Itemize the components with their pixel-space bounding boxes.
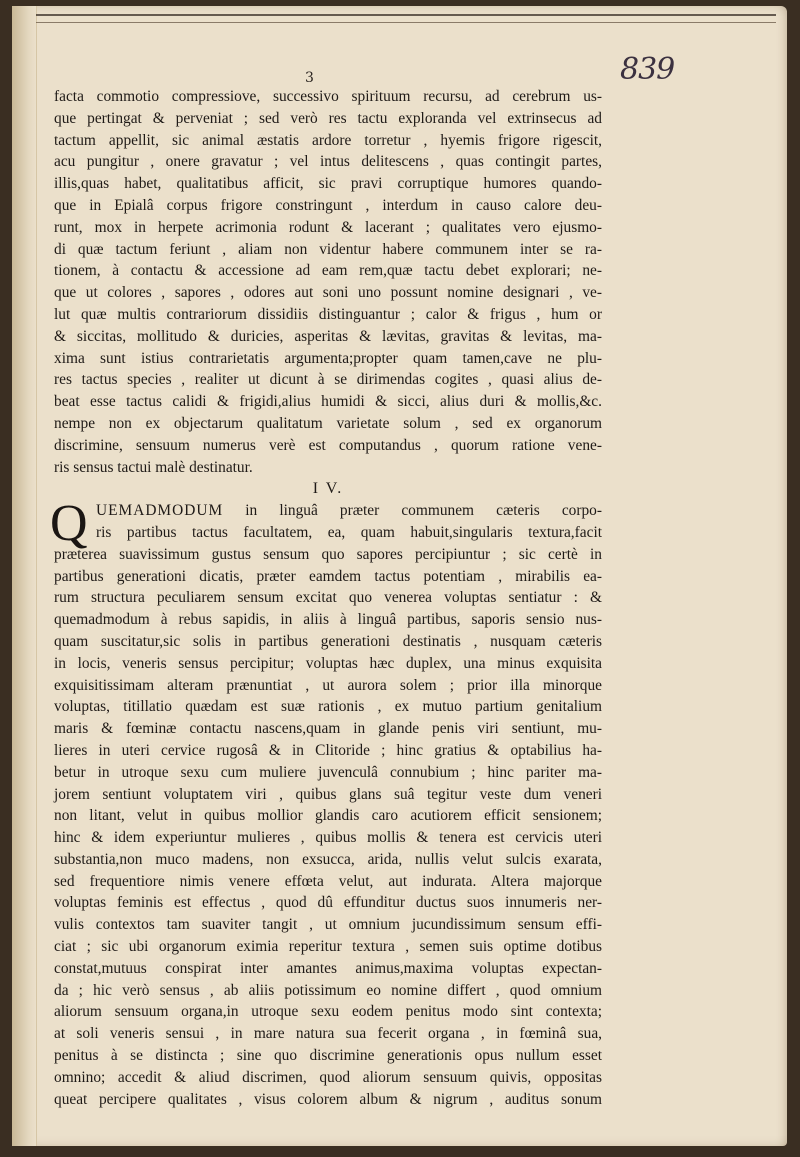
text-line: in locis, veneris sensus percipitur; voluptas hæc duplex, una minus exquisita — [54, 654, 602, 672]
text-line: quemadmodum à rebus sapidis, in aliis à linguâ partibus, saporis sensio nus- — [54, 611, 602, 629]
paragraph-2-body — [54, 522, 602, 1111]
paragraph-1 — [54, 86, 602, 478]
text-line: & siccitas, mollitudo & duricies, asperitas & lævitas, gravitas & levitas, ma- — [54, 327, 602, 345]
text-line: penitus à se distincta ; sine quo discrimine generationis opus nullum esset — [54, 1047, 602, 1065]
text-line: hinc & idem experiuntur mulieres , quibus mollis & tenera est cervicis uteri — [54, 829, 602, 847]
text-line: quam suscitatur,sic solis in partibus generationi destinatis , nusquam cæteris — [54, 632, 602, 650]
text-line: at soli veneris sensui , in mare natura sua fecerit organa , in fœminâ sua, — [54, 1025, 602, 1043]
text-line: da ; hic verò sensus , ab aliis potissimum eo nomine differt , quod omnium — [54, 981, 602, 999]
text-line: illis,quas habet, qualitatibus afficit, sic pravi corruptique humores quando- — [54, 175, 602, 193]
page-number: 3 — [305, 70, 314, 86]
text-line: betur in utroque sexu cum muliere juvenculâ connubium ; hinc pariter ma- — [54, 763, 602, 781]
text-line: constat,mutuus conspirat inter amantes animus,maxima voluptas expectan- — [54, 959, 602, 977]
text-line: que pertingat & perveniat ; sed verò res tactu exploranda vel extrinsecus ad — [54, 109, 602, 127]
text-line: ciat ; sic ubi organorum eximia reperitur textura , semen suis optime dotibus — [54, 938, 602, 956]
text-line: res tactus species , realiter ut dicunt à se dirimendas cogites , quasi alius de- — [54, 371, 602, 389]
text-line: beat esse tactus calidi & frigidi,alius humidi & sicci, alius duri & mollis,&c. — [54, 393, 602, 411]
text-line: discrimine, sensuum numerus verè est computandus , quorum ratione vene- — [54, 436, 602, 454]
text-line: non litant, velut in quibus mollior glandis caro acutiorem efficit sensionem; — [54, 807, 602, 825]
handwritten-folio-number: 839 — [620, 52, 675, 87]
text-line: lieres in uteri cervice rugosâ & in Clitoride ; hinc gratius & optabilius ha- — [54, 741, 602, 759]
paragraph-2-opening-word: UEMADMODUM — [96, 502, 224, 520]
text-line: di quæ tactum feriunt , aliam non videntur habere communem inter se ra- — [54, 240, 602, 258]
text-line: voluptas feminis est effectus , quod dû effunditur ductus suos innumeris ner- — [54, 894, 602, 912]
text-line: voluptas, titillatio quædam est suæ rationis , ex mutuo partium genitalium — [54, 698, 602, 716]
text-line: que in Epialâ corpus frigore constringunt , interdum in causo calore deu- — [54, 196, 602, 214]
text-line: tionem, à contactu & accessione ad eam rem,quæ tactu debet explorari; ne- — [54, 262, 602, 280]
paragraph-2-first-line-rest: in linguâ præter communem cæteris corpo- — [223, 502, 602, 520]
text-line: que ut colores , sapores , odores aut soni uno possunt nomine designari , ve- — [54, 284, 602, 302]
page-gutter — [12, 6, 37, 1146]
text-line: lut quæ multis contrariorum dissidiis distinguantur ; calor & frigus , hum or — [54, 305, 602, 323]
text-line: aliorum sensuum organa,in utroque sexu eodem penitus modo sint contexta; — [54, 1003, 602, 1021]
text-line: vulis contextos tam suaviter tangit , ut omnium jucundissimum sensum effi- — [54, 916, 602, 934]
section-heading: I V. — [312, 480, 344, 498]
text-line: ris partibus tactus facultatem, ea, quam habuit,singularis textura,facit — [96, 523, 602, 541]
text-line: maris & fœminæ contactu nascens,quam in glande penis viri sentiunt, mu- — [54, 720, 602, 738]
paragraph-2 — [50, 495, 602, 1110]
text-line: exquisitissimam alteram prænuntiat , ut aurora solem ; prior illa minorque — [54, 676, 602, 694]
text-line: tactum appellit, sic animal æstatis ardore torretur , hyemis frigore rigescit, — [54, 131, 602, 149]
text-line: substantia,non muco madens, non exsucca, arida, nullis velut sulcis exarata, — [54, 850, 602, 868]
drop-cap: Q — [50, 495, 88, 553]
text-line: facta commotio compressiove, successivo spirituum recursu, ad cerebrum us- — [54, 88, 602, 105]
text-line: xima sunt istius contrarietatis argumenta;propter quam tamen,cave ne plu- — [54, 349, 602, 367]
text-line: omnino; accedit & aliud discrimen, quod aliorum sensuum quivis, oppositas — [54, 1068, 602, 1086]
text-line: acu pungitur , onere gravatur ; vel intus delitescens , quas contingit partes, — [54, 153, 602, 171]
text-line: rum structura peculiarem sensum excitat quo venerea voluptas sentiatur : & — [54, 589, 602, 607]
text-line: sed frequentiore nimis venere effœta velut, aut indurata. Altera majorque — [54, 872, 602, 890]
text-line: queat percipere qualitates , visus colorem album & nigrum , auditus sonum — [54, 1090, 602, 1108]
main-text — [50, 86, 602, 1110]
top-rule — [36, 14, 776, 23]
text-line: partibus generationi dicatis, præter eamdem tactus potentiam , mirabilis ea- — [54, 567, 602, 585]
paragraph-2-first-line — [54, 500, 602, 522]
text-line: ris sensus tactui malè destinatur. — [54, 458, 253, 476]
text-line: runt, mox in herpete acrimonia rodunt & lacerant ; qualitates vero ejusmo- — [54, 218, 602, 236]
text-line: jorem sentiunt voluptatem viri , quibus glans suâ tegitur veste dum veneri — [54, 785, 602, 803]
text-line: præterea suavissimum gustus sensum quo sapores percipiuntur ; sic certè in — [54, 545, 602, 563]
text-line: nempe non ex objectarum qualitatum varietate solum , sed ex organorum — [54, 414, 602, 432]
